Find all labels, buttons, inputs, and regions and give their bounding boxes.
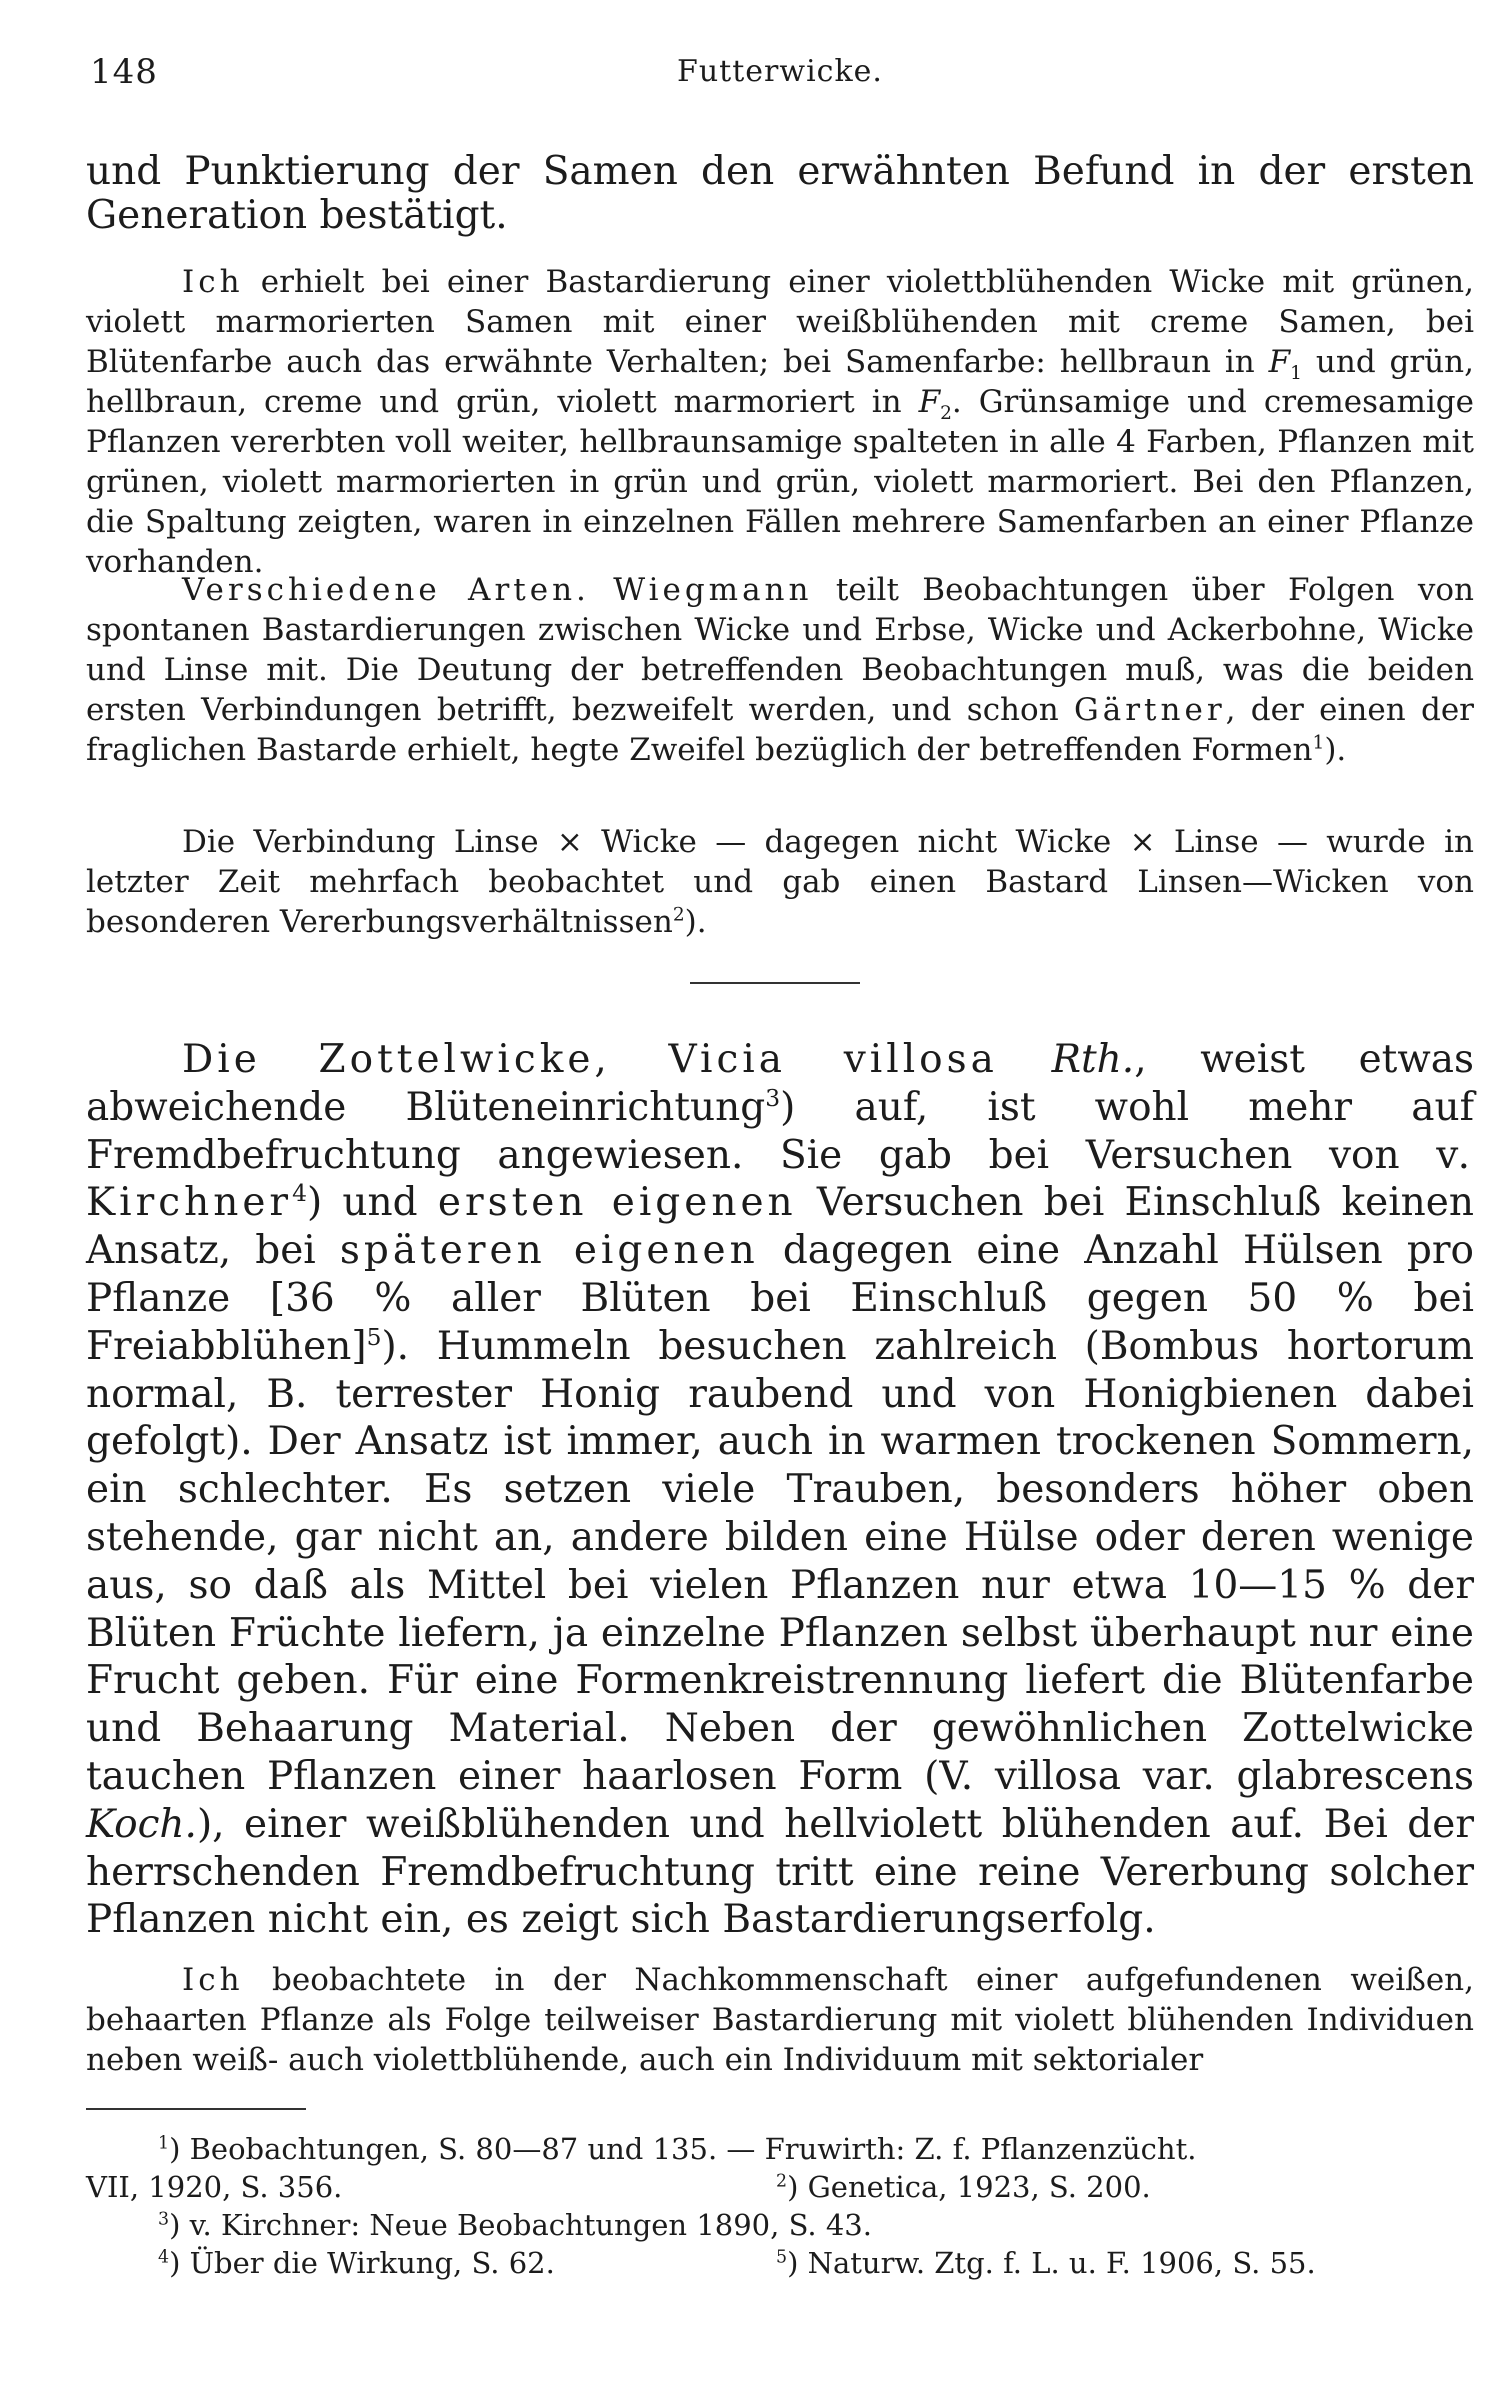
paragraph-text: Die Verbindung Linse × Wicke — dagegen nicht Wicke × Linse — wurde in letzter Zeit mehrfach beobachtet und gab einen Bastard Linsen—Wicken von besonderen Vererbungsverhältnissen xyxy=(86,824,1474,940)
footnote-text: ) Über die Wirkung, S. 62. xyxy=(169,2246,555,2280)
footnote-ref: 1 xyxy=(1312,732,1325,754)
paragraph-text: Versuchen bei Einschluß keinen Ansatz, bei xyxy=(86,1180,1474,1274)
paragraph-text: ), einer weißblühenden und hellviolett blühenden auf. Bei der herrschenden Fremdbefruchtung tritt eine reine Vererbung solcher Pflanzen nicht ein, es zeigt sich Bastardierungserfolg. xyxy=(86,1801,1474,1943)
footnote-text: ) Naturw. Ztg. f. L. u. F. 1906, S. 55. xyxy=(787,2246,1316,2280)
paragraph-lens-hybrid xyxy=(86,822,1474,942)
paragraph-text: ). Hummeln besuchen zahlreich (Bombus hortorum normal, B. terrester Honig raubend und von Honigbienen dabei gefolgt). Der Ansatz ist immer, auch in warmen trockenen Sommern, ein schlechter. Es setzen viele Trauben, besonders höher oben stehende, gar nicht an, andere bilden eine Hülse oder deren wenige aus, so daß als Mittel bei vielen Pflanzen nur etwa 10—15 % der Blüten Früchte liefern, ja einzelne Pflanzen selbst überhaupt nur eine Frucht geben. Für eine Formenkreistrennung liefert die Blütenfarbe und Behaarung Material. Neben der gewöhnlichen Zottelwicke tauchen Pflanzen einer haarlosen Form (V. villosa var. glabrescens xyxy=(86,1323,1474,1799)
footnote-mark: 2 xyxy=(776,2171,788,2192)
running-title: Futterwicke. xyxy=(677,54,883,89)
paragraph-continuation xyxy=(86,150,1474,238)
paragraph-text: erhielt bei einer Bastardierung einer violettblühenden Wicke mit grünen, violett marmorierten Samen mit einer weißblühenden mit creme Samen, bei Blütenfarbe auch das erwähnte Verhalten; bei Samenfarbe: hellbraun in xyxy=(86,264,1474,380)
author-abbrev: Rth. xyxy=(1051,1037,1135,1082)
footnote-ref: 4 xyxy=(292,1179,307,1208)
footnote-line xyxy=(86,2206,1476,2244)
footnote-ref: 5 xyxy=(366,1322,382,1351)
footnote-mark: 4 xyxy=(158,2247,170,2268)
paragraph-text: und grün, hellbraun, creme und grün, violett marmoriert in xyxy=(86,344,1474,420)
paragraph-text: ). xyxy=(684,904,707,940)
footnote-ref: 3 xyxy=(765,1083,781,1112)
footnote-line xyxy=(86,2168,1476,2206)
paragraph-text: teilt Beobachtungen über Folgen von spontanen Bastardierungen zwischen Wicke und Erbse, Wicke und Ackerbohne, Wicke und Linse mit. Die Deutung der betreffenden Beobachtungen muß, was die beiden ersten Verbindungen betrifft, bezweifelt werden, und schon xyxy=(86,572,1474,728)
paragraph-zottelwicke xyxy=(86,1036,1474,1944)
spaced-lead: Ich xyxy=(182,1962,244,1998)
section-divider xyxy=(690,982,860,984)
footnote-text: ) v. Kirchner: Neue Beobachtungen 1890, S. 43. xyxy=(169,2208,872,2242)
footnote-3 xyxy=(158,2206,872,2244)
paragraph-text: und Punktierung der Samen den erwähnten Befund in der ersten Generation bestätigt. xyxy=(86,149,1474,238)
spaced-emphasis: späteren eigenen xyxy=(339,1228,759,1274)
footnote-1-continued: VII, 1920, S. 356. xyxy=(86,2170,343,2204)
footnote-text: ) Genetica, 1923, S. 200. xyxy=(787,2170,1151,2204)
paragraph-text: ) und xyxy=(306,1180,438,1226)
paragraph-hybridization xyxy=(86,262,1474,582)
generation-symbol: F xyxy=(1268,344,1291,380)
author-abbrev: Koch. xyxy=(86,1801,197,1847)
paragraph-text: ) auf, ist wohl mehr auf Fremdbefruchtung angewiesen. Sie gab bei Versuchen von xyxy=(86,1084,1475,1178)
paragraph-text: , der einen der fraglichen Bastarde erhielt, hegte Zweifel bezüglich der betreffenden Formen xyxy=(86,692,1474,768)
spaced-lead: Ich xyxy=(182,264,244,300)
section-lead: Verschiedene Arten. xyxy=(182,572,590,608)
generation-symbol: F xyxy=(918,384,941,420)
footnote-mark: 1 xyxy=(158,2133,170,2154)
footnote-mark: 5 xyxy=(776,2247,788,2268)
paragraph-observation xyxy=(86,1960,1474,2080)
footnotes xyxy=(86,2130,1476,2282)
paragraph-text: beobachtete in der Nachkommenschaft einer aufgefundenen weißen, behaarten Pflanze als Folge teilweiser Bastardierung mit violett blühenden Individuen neben weiß- auch violettblühende, auch ein Individuum mit sektorialer xyxy=(86,1962,1474,2078)
section-lead: Die Zottelwicke, Vicia villosa xyxy=(182,1037,998,1082)
footnote-ref: 2 xyxy=(672,904,685,926)
footnote-divider xyxy=(86,2108,306,2110)
footnote-4 xyxy=(158,2244,555,2282)
generation-index: 2 xyxy=(940,403,952,425)
spaced-emphasis: ersten eigenen xyxy=(437,1180,797,1226)
footnote-mark: 3 xyxy=(158,2209,170,2230)
footnote-line xyxy=(86,2244,1476,2282)
page-header xyxy=(90,52,1470,96)
paragraph-text: . Grünsamige und cremesamige Pflanzen vererbten voll weiter, hellbraunsamige spalteten in alle 4 Farben, Pflanzen mit grünen, violett marmorierten in grün und grün, violett marmoriert. Bei den Pflanzen, die Spaltung zeigten, waren in einzelnen Fällen mehrere Samenfarben an einer Pflanze vorhanden. xyxy=(86,384,1474,580)
generation-index: 1 xyxy=(1290,363,1302,385)
author-name: v. Kirchner xyxy=(86,1132,1474,1226)
page-number: 148 xyxy=(90,52,158,92)
paragraph-text: ). xyxy=(1324,732,1347,768)
paragraph-species xyxy=(86,570,1474,770)
footnote-5 xyxy=(776,2244,1316,2282)
footnote-2 xyxy=(776,2168,1151,2206)
paragraph-text: dagegen eine Anzahl Hülsen pro Pflanze [36 % aller Blüten bei Einschluß gegen 50 % bei Freiabblühen] xyxy=(86,1228,1474,1369)
footnote-line xyxy=(86,2130,1476,2168)
author-name: Gärtner xyxy=(1073,692,1226,728)
footnote-1 xyxy=(158,2130,1196,2168)
footnote-text: ) Beobachtungen, S. 80—87 und 135. — Fruwirth: Z. f. Pflanzenzücht. xyxy=(169,2132,1197,2166)
paragraph-text: , weist etwas abweichende Blüteneinrichtung xyxy=(86,1037,1474,1130)
author-name: Wiegmann xyxy=(613,572,813,608)
